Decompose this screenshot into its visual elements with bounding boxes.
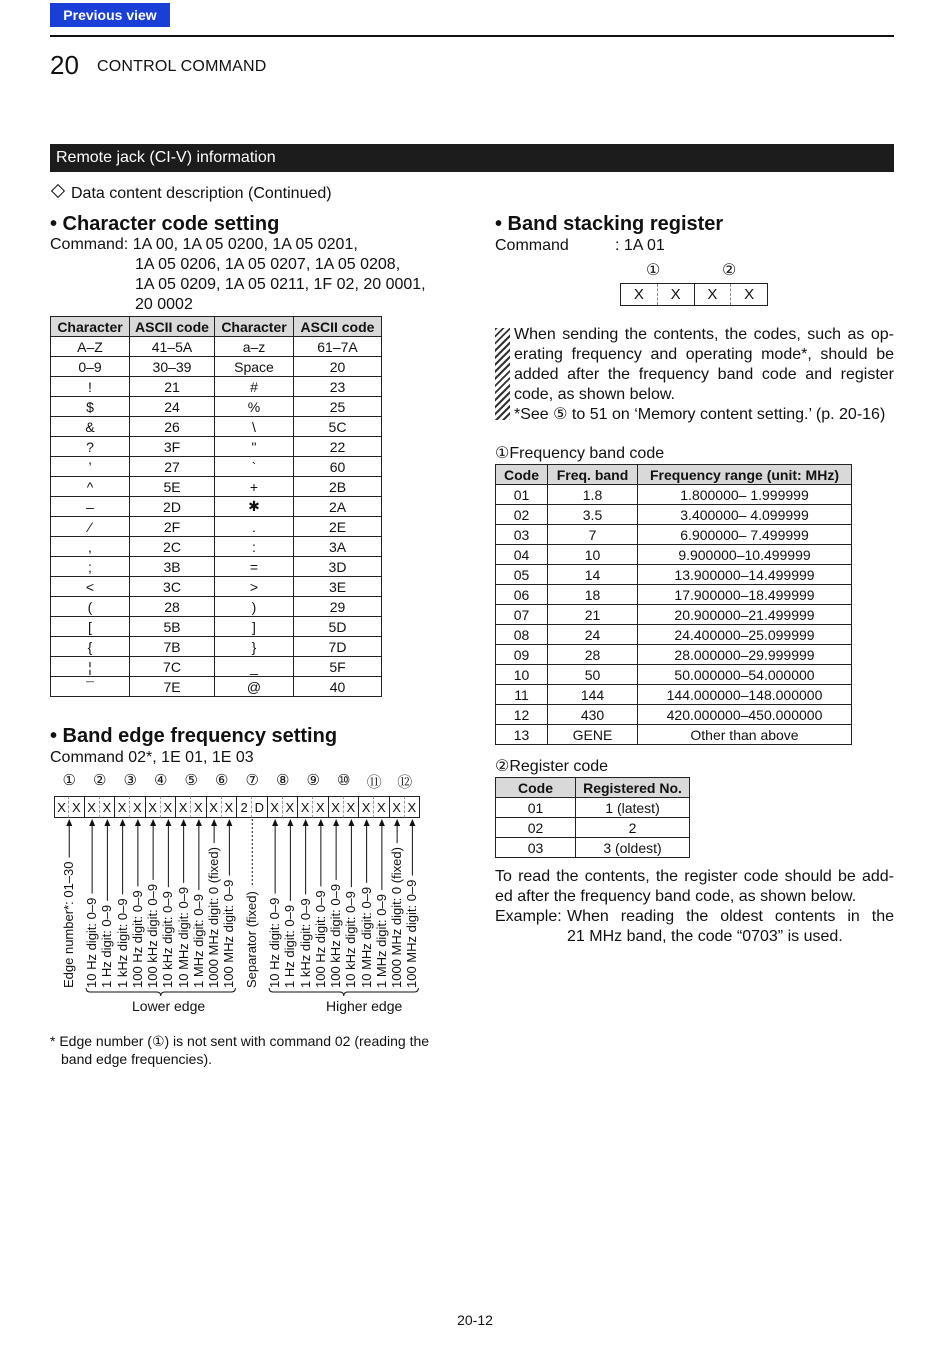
- table-cell: 7B: [130, 637, 215, 657]
- table-cell: \: [215, 417, 294, 437]
- band-edge-code-cell: X: [298, 796, 313, 818]
- table-header: ASCII code: [130, 317, 215, 337]
- table-cell: 3D: [294, 557, 382, 577]
- page-footer-number: 20-12: [457, 1312, 493, 1328]
- table-row: [496, 705, 852, 725]
- band-edge-digit-number: ⑪: [366, 774, 382, 791]
- band-edge-digit-number: ④: [154, 772, 168, 789]
- table-cell: #: [215, 377, 294, 397]
- band-edge-code-cell: X: [313, 796, 328, 818]
- table-cell: 1 (latest): [576, 798, 690, 818]
- table-cell: 18: [548, 585, 638, 605]
- band-edge-code-cell: X: [115, 796, 130, 818]
- section-subtitle: Data content description (Continued): [50, 185, 332, 203]
- table-cell: 20.900000–21.499999: [638, 605, 852, 625]
- table-cell: ¯: [51, 677, 130, 697]
- band-edge-label: 100 MHz digit: 0–9: [221, 879, 237, 988]
- table-cell: 7D: [294, 637, 382, 657]
- band-edge-digit-number: ⑤: [184, 772, 198, 789]
- freq-band-table: [495, 464, 852, 745]
- table-cell: 61–7A: [294, 337, 382, 357]
- table-cell: .: [215, 517, 294, 537]
- section-banner: Remote jack (CI-V) information: [50, 144, 894, 172]
- table-cell: {: [51, 637, 130, 657]
- table-cell: 22: [294, 437, 382, 457]
- table-cell: $: [51, 397, 130, 417]
- table-row: [496, 605, 852, 625]
- table-cell: 06: [496, 585, 548, 605]
- band-edge-digit-number: ⑧: [276, 772, 290, 789]
- band-edge-code-cell: X: [130, 796, 145, 818]
- band-edge-code-cell: D: [252, 796, 267, 818]
- register-table: [495, 777, 690, 858]
- table-cell: 02: [496, 505, 548, 525]
- table-row: [496, 585, 852, 605]
- table-cell: 3.5: [548, 505, 638, 525]
- table-cell: 12: [496, 705, 548, 725]
- table-cell: 30–39: [130, 357, 215, 377]
- freq-band-title: ①Frequency band code: [495, 445, 665, 462]
- table-cell: 01: [496, 485, 548, 505]
- register-title: ②Register code: [495, 758, 609, 775]
- band-edge-label: 100 kHz digit: 0–9: [145, 883, 161, 988]
- register-desc-1: To read the contents, the register code should be add-: [495, 868, 894, 885]
- band-edge-label: 1 Hz digit: 0–9: [99, 904, 115, 988]
- table-cell: 2B: [294, 477, 382, 497]
- char-code-command-3: 1A 05 0209, 1A 05 0211, 1F 02, 20 0001,: [135, 276, 426, 293]
- band-edge-code-cell: X: [146, 796, 161, 818]
- band-edge-digit-number: ②: [93, 772, 107, 789]
- table-cell: 08: [496, 625, 548, 645]
- table-row: [496, 838, 690, 858]
- band-edge-code-cell: X: [283, 796, 298, 818]
- band-edge-label: 1 kHz digit: 0–9: [297, 898, 313, 988]
- band-edge-label: 100 kHz digit: 0–9: [328, 883, 344, 988]
- band-edge-label: 1000 MHz digit: 0 (fixed): [206, 847, 222, 988]
- table-cell: ): [215, 597, 294, 617]
- table-cell: Space: [215, 357, 294, 377]
- table-cell: 24: [130, 397, 215, 417]
- band-edge-command: Command 02*, 1E 01, 1E 03: [50, 749, 254, 766]
- table-cell: _: [215, 657, 294, 677]
- table-cell: `: [215, 457, 294, 477]
- table-cell: 13.900000–14.499999: [638, 565, 852, 585]
- band-edge-code-cell: X: [100, 796, 115, 818]
- table-cell: ’: [51, 457, 130, 477]
- table-cell: 1.800000– 1.999999: [638, 485, 852, 505]
- char-code-title: • Character code setting: [50, 213, 280, 235]
- stacking-code-cell: X: [695, 284, 732, 305]
- table-cell: ?: [51, 437, 130, 457]
- table-cell: 09: [496, 645, 548, 665]
- table-cell: >: [215, 577, 294, 597]
- table-cell: 14: [548, 565, 638, 585]
- band-edge-code-cell: X: [222, 796, 237, 818]
- table-row: [496, 725, 852, 745]
- table-cell: 7E: [130, 677, 215, 697]
- stacking-num-1: ①: [646, 262, 661, 279]
- table-cell: 25: [294, 397, 382, 417]
- char-code-command-1: Command: 1A 00, 1A 05 0200, 1A 05 0201,: [50, 236, 358, 253]
- stacking-code-cell: X: [744, 286, 755, 303]
- previous-view-button[interactable]: Previous view: [50, 3, 170, 27]
- band-edge-code-cell: X: [405, 796, 420, 818]
- table-cell: 7C: [130, 657, 215, 677]
- table-cell: 21: [130, 377, 215, 397]
- higher-edge-label: Higher edge: [326, 998, 403, 1014]
- note-hatch-icon: [495, 328, 510, 420]
- band-edge-label: Edge number*: 01–30: [61, 861, 77, 988]
- table-cell: 60: [294, 457, 382, 477]
- table-cell: 41–5A: [130, 337, 215, 357]
- band-edge-code-cell: 2: [237, 796, 252, 818]
- table-cell: 9.900000–10.499999: [638, 545, 852, 565]
- table-cell: 20: [294, 357, 382, 377]
- table-cell: 03: [496, 525, 548, 545]
- band-edge-label: 1 kHz digit: 0–9: [114, 898, 130, 988]
- table-cell: 13: [496, 725, 548, 745]
- stacking-code-cell: X: [621, 284, 658, 305]
- table-row: [496, 685, 852, 705]
- table-cell: 01: [496, 798, 576, 818]
- table-cell: 17.900000–18.499999: [638, 585, 852, 605]
- table-cell: 2D: [130, 497, 215, 517]
- band-edge-title: • Band edge frequency setting: [50, 725, 338, 747]
- table-cell: 2A: [294, 497, 382, 517]
- table-row: [496, 818, 690, 838]
- table-cell: 50: [548, 665, 638, 685]
- table-cell: 5E: [130, 477, 215, 497]
- table-row: [496, 625, 852, 645]
- chapter-title: CONTROL COMMAND: [97, 58, 267, 75]
- band-edge-code-cell: X: [268, 796, 283, 818]
- band-edge-label: 10 Hz digit: 0–9: [267, 897, 283, 988]
- table-cell: 29: [294, 597, 382, 617]
- band-edge-note-2: band edge frequencies).: [61, 1051, 212, 1067]
- band-edge-code-cell: X: [390, 796, 405, 818]
- table-cell: ,: [51, 537, 130, 557]
- band-edge-label: 1 MHz digit: 0–9: [373, 894, 389, 988]
- table-cell: 1.8: [548, 485, 638, 505]
- table-cell: }: [215, 637, 294, 657]
- table-cell: 3E: [294, 577, 382, 597]
- stacking-note-2: erating frequency and operating mode*, should be: [514, 346, 894, 363]
- table-cell: –: [51, 497, 130, 517]
- stacking-command-value: : 1A 01: [615, 237, 665, 254]
- table-cell: !: [51, 377, 130, 397]
- table-cell: 10: [496, 665, 548, 685]
- table-cell: a–z: [215, 337, 294, 357]
- table-cell: ✱: [215, 497, 294, 517]
- table-cell: A–Z: [51, 337, 130, 357]
- stacking-code-box: [620, 283, 768, 306]
- band-edge-label: 100 Hz digit: 0–9: [312, 890, 328, 988]
- band-edge-label: 1 MHz digit: 0–9: [190, 894, 206, 988]
- table-cell: ¦: [51, 657, 130, 677]
- table-cell: 07: [496, 605, 548, 625]
- stacking-num-2: ②: [722, 262, 737, 279]
- table-cell: 3A: [294, 537, 382, 557]
- table-cell: (: [51, 597, 130, 617]
- table-header: ASCII code: [294, 317, 382, 337]
- table-row: [496, 485, 852, 505]
- table-cell: 3 (oldest): [576, 838, 690, 858]
- band-edge-digit-number: ①: [62, 772, 76, 789]
- table-cell: 7: [548, 525, 638, 545]
- band-edge-digit-number: ⑫: [397, 774, 413, 791]
- table-cell: 430: [548, 705, 638, 725]
- table-cell: 27: [130, 457, 215, 477]
- band-edge-label: 100 Hz digit: 0–9: [129, 890, 145, 988]
- table-cell: [: [51, 617, 130, 637]
- table-cell: 3.400000– 4.099999: [638, 505, 852, 525]
- table-cell: @: [215, 677, 294, 697]
- table-row: [496, 665, 852, 685]
- stacking-code-cell: X: [658, 284, 695, 305]
- table-cell: GENE: [548, 725, 638, 745]
- table-cell: 5C: [294, 417, 382, 437]
- band-edge-code-cell: X: [207, 796, 222, 818]
- stacking-command-label: Command: [495, 237, 569, 254]
- table-cell: 23: [294, 377, 382, 397]
- band-edge-label: 10 MHz digit: 0–9: [175, 886, 191, 988]
- stacking-note-5: *See ⑤ to 51 on ‘Memory content setting.’ (p. 20-16): [514, 406, 886, 423]
- band-edge-digit-number: ⑨: [306, 772, 320, 789]
- table-cell: 28: [548, 645, 638, 665]
- table-cell: 2F: [130, 517, 215, 537]
- table-cell: 11: [496, 685, 548, 705]
- table-cell: :: [215, 537, 294, 557]
- table-cell: 24.400000–25.099999: [638, 625, 852, 645]
- table-header: Frequency range (unit: MHz): [638, 465, 852, 485]
- table-row: [496, 545, 852, 565]
- table-cell: 50.000000–54.000000: [638, 665, 852, 685]
- table-cell: +: [215, 477, 294, 497]
- table-cell: 420.000000–450.000000: [638, 705, 852, 725]
- band-edge-note-1: * Edge number (①) is not sent with command 02 (reading the: [50, 1033, 430, 1049]
- table-cell: 2: [576, 818, 690, 838]
- table-cell: &: [51, 417, 130, 437]
- band-edge-label: Separator (fixed): [244, 891, 260, 988]
- table-cell: 6.900000– 7.499999: [638, 525, 852, 545]
- table-cell: 0–9: [51, 357, 130, 377]
- table-row: [496, 505, 852, 525]
- table-cell: 144: [548, 685, 638, 705]
- table-cell: 28: [130, 597, 215, 617]
- table-cell: 03: [496, 838, 576, 858]
- char-code-command-4: 20 0002: [135, 296, 193, 313]
- table-cell: 24: [548, 625, 638, 645]
- table-cell: ;: [51, 557, 130, 577]
- band-edge-code-cell: X: [329, 796, 344, 818]
- table-cell: ⁄: [51, 517, 130, 537]
- example-label: Example:: [495, 908, 562, 925]
- band-edge-code-cell: X: [54, 796, 69, 818]
- table-cell: 5D: [294, 617, 382, 637]
- table-cell: 21: [548, 605, 638, 625]
- table-row: [496, 525, 852, 545]
- stacking-note-1: When sending the contents, the codes, such as op-: [514, 326, 894, 343]
- table-cell: ]: [215, 617, 294, 637]
- table-cell: 40: [294, 677, 382, 697]
- band-edge-code-cell: X: [359, 796, 374, 818]
- band-edge-label: 10 Hz digit: 0–9: [84, 897, 100, 988]
- band-edge-label: 1 Hz digit: 0–9: [282, 904, 298, 988]
- table-cell: 10: [548, 545, 638, 565]
- table-row: [496, 645, 852, 665]
- char-code-command-2: 1A 05 0206, 1A 05 0207, 1A 05 0208,: [135, 256, 401, 273]
- table-header: Code: [496, 778, 576, 798]
- band-edge-code-cell: X: [191, 796, 206, 818]
- table-cell: 28.000000–29.999999: [638, 645, 852, 665]
- table-cell: 144.000000–148.000000: [638, 685, 852, 705]
- band-edge-digit-number: ⑥: [215, 772, 229, 789]
- table-cell: ^: [51, 477, 130, 497]
- table-row: [496, 798, 690, 818]
- stacking-title: • Band stacking register: [495, 213, 724, 235]
- table-cell: 02: [496, 818, 576, 838]
- band-edge-code-cell: X: [85, 796, 100, 818]
- example-line-2: 21 MHz band, the code “0703” is used.: [567, 928, 843, 945]
- table-cell: 2C: [130, 537, 215, 557]
- table-cell: 5B: [130, 617, 215, 637]
- band-edge-code-cell: X: [161, 796, 176, 818]
- band-edge-label: 10 kHz digit: 0–9: [343, 891, 359, 988]
- table-row: [496, 565, 852, 585]
- band-edge-code-cell: X: [344, 796, 359, 818]
- band-edge-digit-number: ⑦: [245, 772, 259, 789]
- band-edge-digit-number: ⑩: [337, 772, 351, 789]
- table-header: Character: [215, 317, 294, 337]
- table-cell: 3C: [130, 577, 215, 597]
- table-cell: 05: [496, 565, 548, 585]
- band-edge-label: 10 kHz digit: 0–9: [160, 891, 176, 988]
- table-header: Freq. band: [548, 465, 638, 485]
- band-edge-label: 10 MHz digit: 0–9: [358, 886, 374, 988]
- table-cell: 3B: [130, 557, 215, 577]
- table-cell: %: [215, 397, 294, 417]
- table-cell: 04: [496, 545, 548, 565]
- band-edge-label: 1000 MHz digit: 0 (fixed): [389, 847, 405, 988]
- band-edge-code-cell: X: [69, 796, 84, 818]
- example-line-1: When reading the oldest contents in the: [567, 908, 894, 925]
- table-cell: 5F: [294, 657, 382, 677]
- table-cell: ": [215, 437, 294, 457]
- table-header: Character: [51, 317, 130, 337]
- band-edge-label: 100 MHz digit: 0–9: [404, 879, 420, 988]
- band-edge-code-cell: X: [374, 796, 389, 818]
- table-cell: 2E: [294, 517, 382, 537]
- stacking-note-4: code, as shown below.: [514, 386, 675, 403]
- band-edge-code-cell: X: [176, 796, 191, 818]
- table-cell: Other than above: [638, 725, 852, 745]
- table-cell: =: [215, 557, 294, 577]
- band-edge-digit-number: ③: [123, 772, 137, 789]
- table-cell: 3F: [130, 437, 215, 457]
- register-desc-2: ed after the frequency band code, as shown below.: [495, 888, 857, 905]
- table-header: Code: [496, 465, 548, 485]
- table-cell: 26: [130, 417, 215, 437]
- table-header: Registered No.: [576, 778, 690, 798]
- page-number: 20: [50, 50, 79, 80]
- lower-edge-label: Lower edge: [132, 998, 206, 1014]
- stacking-note-3: added after the frequency band code and register: [514, 366, 894, 383]
- table-cell: <: [51, 577, 130, 597]
